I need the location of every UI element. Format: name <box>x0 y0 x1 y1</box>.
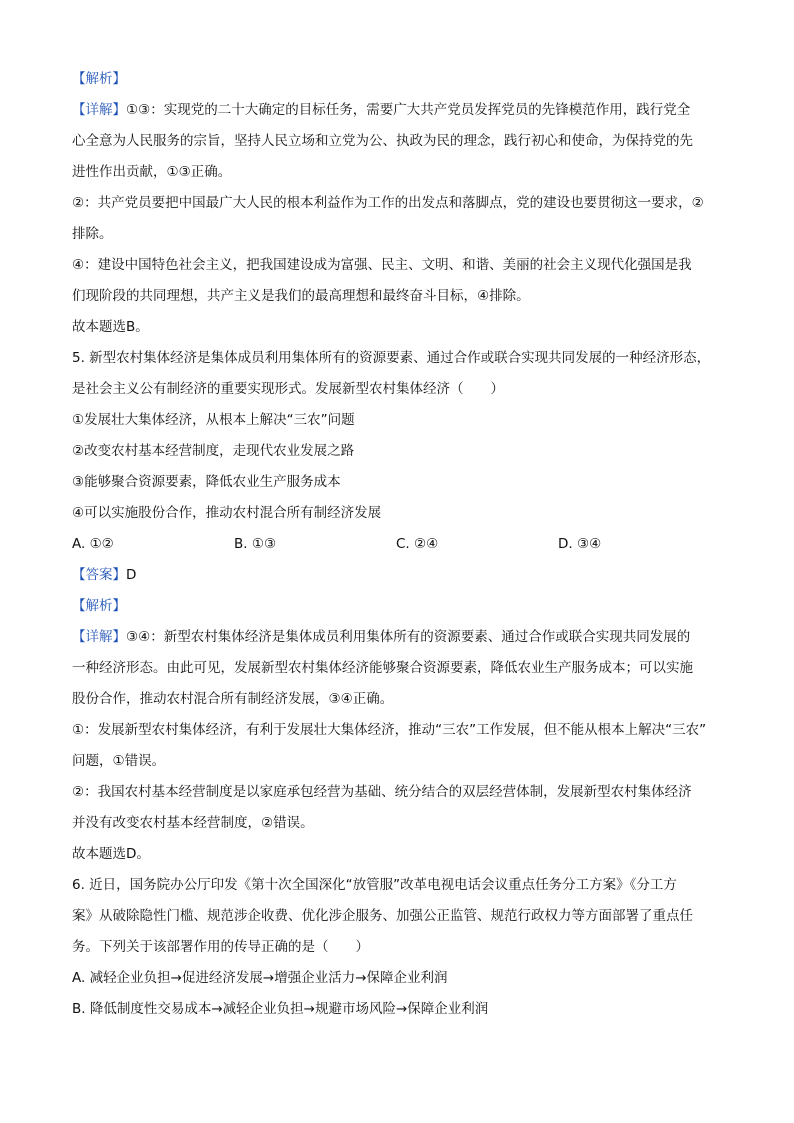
statement-item: ④可以实施股份合作，推动农村混合所有制经济发展 <box>72 505 382 521</box>
detail-paragraph-line: 心全意为人民服务的宗旨，坚持人民立场和立党为公、执政为民的理念，践行初心和使命，为保持党的先 <box>72 133 693 149</box>
option-b: B. ①③ <box>234 536 277 552</box>
detail-paragraph-line <box>72 622 724 653</box>
detail-paragraph-line: 排除。 <box>72 226 113 242</box>
analysis-heading <box>72 591 724 622</box>
analysis-tag: 【解析】 <box>72 71 126 87</box>
statement-item: ②改变农村基本经营制度，走现代农业发展之路 <box>72 443 355 459</box>
analysis-heading <box>72 64 724 95</box>
detail-tag: 【详解】 <box>72 629 126 645</box>
option-c: C. ②④ <box>396 536 439 552</box>
question-stem-line: 案》从破除隐性门槛、规范涉企收费、优化涉企服务、加强公正监管、规范行政权力等方面部署了重点任 <box>72 908 693 924</box>
detail-text: ①③：实现党的二十大确定的目标任务，需要广大共产党员发挥党员的先锋模范作用，践行党全 <box>126 102 691 118</box>
option-a: A. 减轻企业负担→促进经济发展→增强企业活力→保障企业利润 <box>72 970 448 986</box>
answer-value: D <box>126 567 137 583</box>
statement-item: ③能够聚合资源要素，降低农业生产服务成本 <box>72 474 341 490</box>
document-page <box>72 64 724 1025</box>
detail-paragraph-line: ②：我国农村基本经营制度是以家庭承包经营为基础、统分结合的双层经营体制，发展新型农村集体经济 <box>72 784 692 800</box>
question-stem-line: 6. 近日，国务院办公厅印发《第十次全国深化“放管服”改革电视电话会议重点任务分工方案》《分工方 <box>72 877 677 893</box>
detail-paragraph-line: 们现阶段的共同理想，共产主义是我们的最高理想和最终奋斗目标，④排除。 <box>72 288 530 304</box>
detail-paragraph-line: 股份合作，推动农村混合所有制经济发展，③④正确。 <box>72 691 394 707</box>
detail-paragraph-line: ④：建设中国特色社会主义，把我国建设成为富强、民主、文明、和谐、美丽的社会主义现代化强国是我 <box>72 257 692 273</box>
detail-paragraph-line: 一种经济形态。由此可见，发展新型农村集体经济能够聚合资源要素，降低农业生产服务成本；可以实施 <box>72 660 693 676</box>
option-b: B. 降低制度性交易成本→减轻企业负担→规避市场风险→保障企业利润 <box>72 1001 489 1017</box>
detail-paragraph-line <box>72 95 724 126</box>
answer-tag: 【答案】 <box>72 567 126 583</box>
detail-paragraph-line: ②：共产党员要把中国最广大人民的根本利益作为工作的出发点和落脚点，党的建设也要贯彻这一要求，② <box>72 195 704 211</box>
detail-paragraph-line: 并没有改变农村基本经营制度，②错误。 <box>72 815 314 831</box>
detail-paragraph-line: ①：发展新型农村集体经济，有利于发展壮大集体经济，推动“三农”工作发展，但不能从根本上解决“三农” <box>72 722 707 738</box>
answer-line <box>72 560 724 591</box>
question-stem-line: 是社会主义公有制经济的重要实现形式。发展新型农村集体经济（ ） <box>72 381 504 397</box>
option-a: A. ①② <box>72 536 114 552</box>
detail-text: ③④：新型农村集体经济是集体成员利用集体所有的资源要素、通过合作或联合实现共同发展的 <box>126 629 691 645</box>
statement-item: ①发展壮大集体经济，从根本上解决“三农”问题 <box>72 412 355 428</box>
detail-tag: 【详解】 <box>72 102 126 118</box>
answer-options <box>72 529 724 560</box>
detail-paragraph-line: 问题，①错误。 <box>72 753 166 769</box>
conclusion: 故本题选D。 <box>72 846 150 862</box>
analysis-tag: 【解析】 <box>72 598 126 614</box>
detail-paragraph-line: 进性作出贡献，①③正确。 <box>72 164 232 180</box>
option-d: D. ③④ <box>558 536 602 552</box>
question-stem-line: 5. 新型农村集体经济是集体成员利用集体所有的资源要素、通过合作或联合实现共同发展的一种经济形态， <box>72 350 711 366</box>
question-stem-line: 务。下列关于该部署作用的传导正确的是（ ） <box>72 939 369 955</box>
conclusion: 故本题选B。 <box>72 319 149 335</box>
